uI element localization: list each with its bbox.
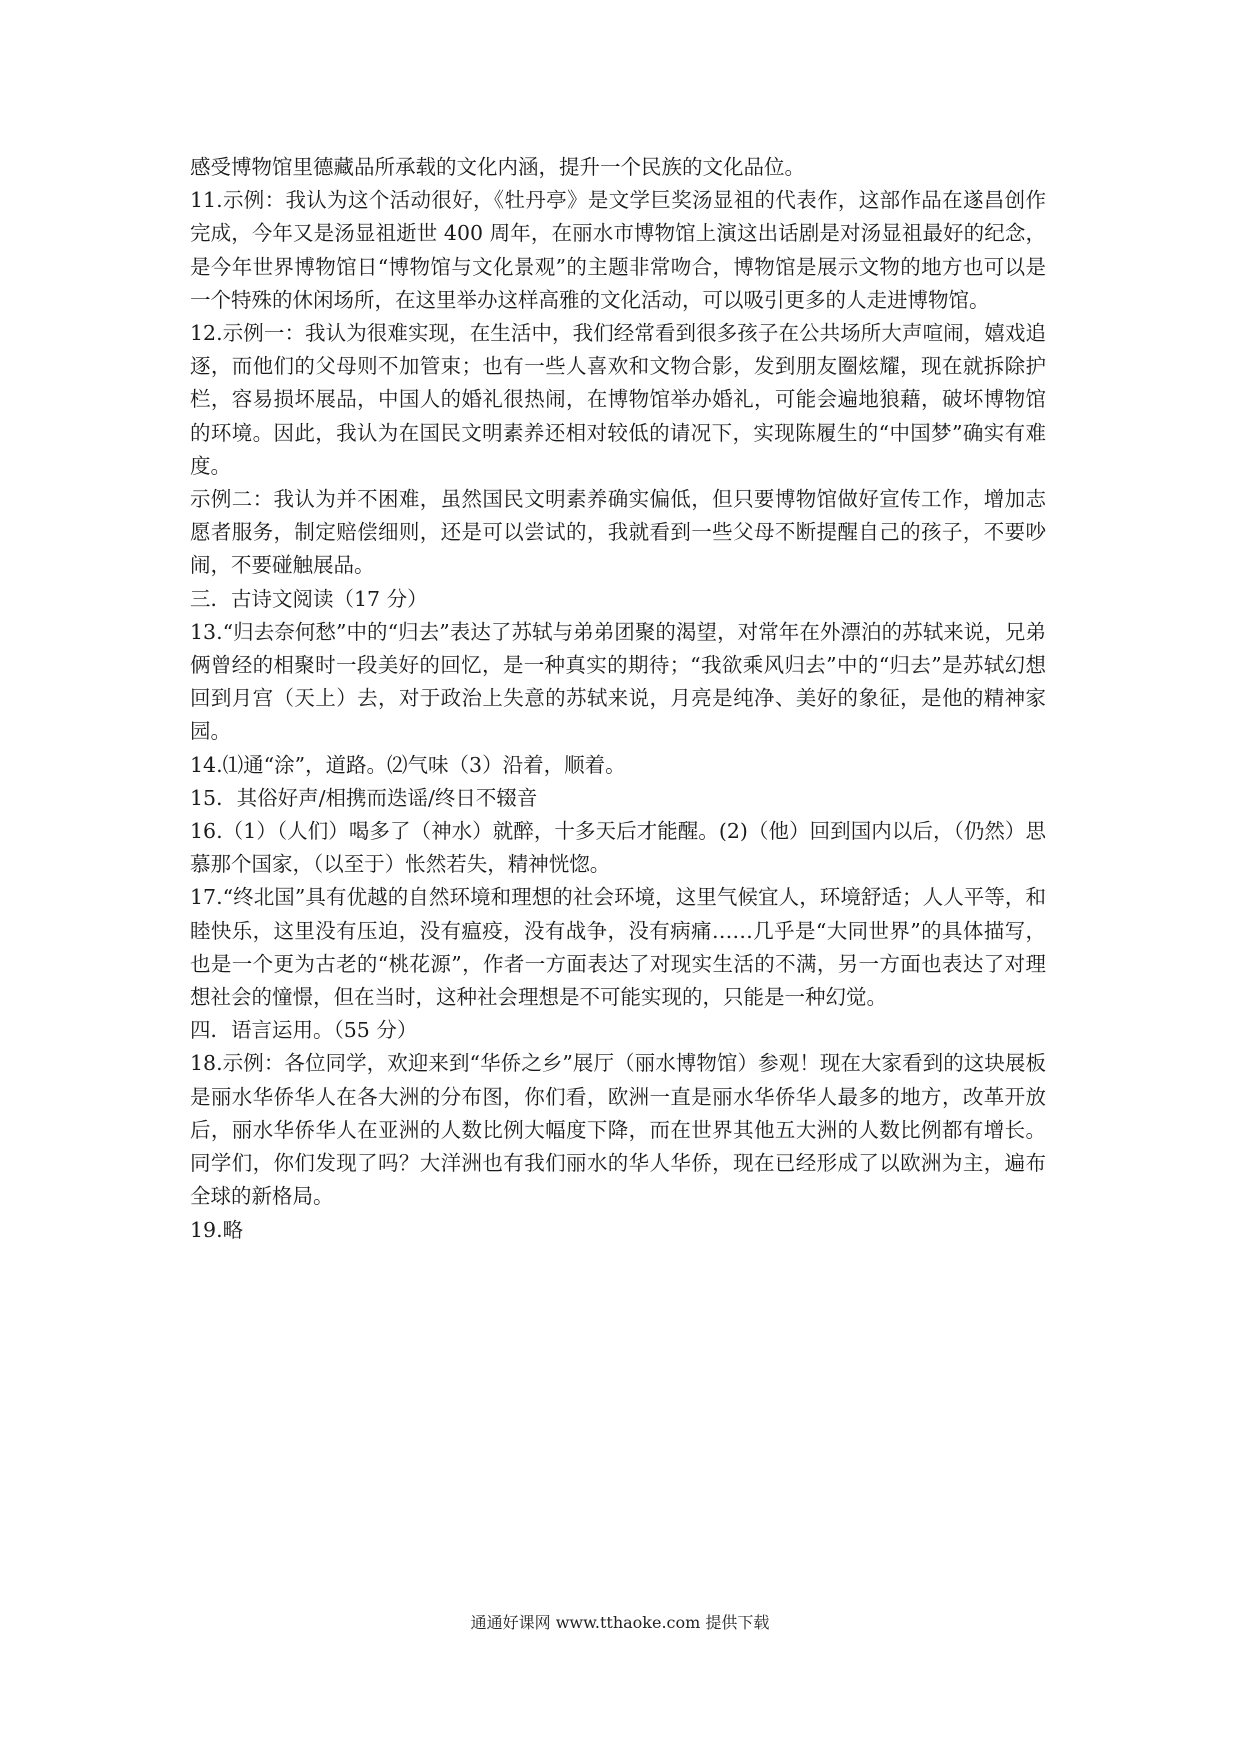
footer-url-link[interactable]: www.tthaoke.com bbox=[555, 1613, 701, 1632]
answer-12-example-2: 示例二：我认为并不困难，虽然国民文明素养确实偏低，但只要博物馆做好宣传工作，增加志愿者服务，制定赔偿细则，还是可以尝试的，我就看到一些父母不断提醒自己的孩子，不要吵闹，不要碰触展品。 bbox=[190, 487, 1046, 578]
answer-19: 19.略 bbox=[190, 1217, 244, 1242]
answer-14: 14.⑴通“涂”，道路。⑵气味（3）沿着，顺着。 bbox=[190, 752, 626, 777]
answer-16: 16.（1）（人们）喝多了（神水）就醉，十多天后才能醒。(2)（他）回到国内以后，（仍然）思慕那个国家，（以至于）怅然若失，精神恍惚。 bbox=[190, 819, 1046, 877]
answer-15: 15．其俗好声/相携而迭谣/终日不辍音 bbox=[190, 785, 538, 810]
section-heading-ancient-poetry: 三．古诗文阅读（17 分） bbox=[190, 586, 428, 611]
page-footer bbox=[0, 1612, 1240, 1634]
answer-17: 17.“终北国”具有优越的自然环境和理想的社会环境，这里气候宜人，环境舒适；人人平等，和睦快乐，这里没有压迫，没有瘟疫，没有战争，没有病痛……几乎是“大同世界”的具体描写，也是一个更为古老的“桃花源”，作者一方面表达了对现实生活的不满，另一方面也表达了对理想社会的憧憬，但在当时，这种社会理想是不可能实现的，只能是一种幻觉。 bbox=[190, 885, 1046, 1010]
footer-suffix: 提供下载 bbox=[705, 1613, 770, 1632]
answer-11: 11.示例：我认为这个活动很好，《牡丹亭》是文学巨奖汤显祖的代表作，这部作品在遂昌创作完成，今年又是汤显祖逝世 400 周年，在丽水市博物馆上演这出话剧是对汤显祖最好的纪念，是今年世界博物馆日“博物馆与文化景观”的主题非常吻合，博物馆是展示文物的地方也可以是一个特殊的休闲场所，在这里举办这样高雅的文化活动，可以吸引更多的人走进博物馆。 bbox=[190, 188, 1046, 312]
answer-18: 18.示例：各位同学，欢迎来到“华侨之乡”展厅（丽水博物馆）参观！现在大家看到的这块展板是丽水华侨华人在各大洲的分布图，你们看，欧洲一直是丽水华侨华人最多的地方，改革开放后，丽水华侨华人在亚洲的人数比例大幅度下降，而在世界其他五大洲的人数比例都有增长。同学们，你们发现了吗？大洋洲也有我们丽水的华人华侨，现在已经形成了以欧洲为主，遍布全球的新格局。 bbox=[190, 1051, 1046, 1209]
answer-12-example-1: 12.示例一：我认为很难实现，在生活中，我们经常看到很多孩子在公共场所大声喧闹，嬉戏追逐，而他们的父母则不加管束；也有一些人喜欢和文物合影，发到朋友圈炫耀，现在就拆除护栏，容易损坏展品，中国人的婚礼很热闹，在博物馆举办婚礼，可能会遍地狼藉，破坏博物馆的环境。因此，我认为在国民文明素养还相对较低的请况下，实现陈履生的“中国梦”确实有难度。 bbox=[190, 321, 1046, 478]
paragraph-culture-intro: 感受博物馆里德藏品所承载的文化内涵，提升一个民族的文化品位。 bbox=[190, 155, 805, 179]
answer-13: 13.“归去奈何愁”中的“归去”表达了苏轼与弟弟团聚的渴望，对常年在外漂泊的苏轼来说，兄弟俩曾经的相聚时一段美好的回忆，是一种真实的期待；“我欲乘风归去”中的“归去”是苏轼幻想回到月宫（天上）去，对于政治上失意的苏轼来说，月亮是纯净、美好的象征，是他的精神家园。 bbox=[190, 619, 1046, 744]
answer-text-body bbox=[190, 151, 1046, 1247]
footer-site-name: 通通好课网 bbox=[470, 1613, 551, 1632]
section-heading-language-use: 四．语言运用。（55 分） bbox=[190, 1018, 418, 1043]
